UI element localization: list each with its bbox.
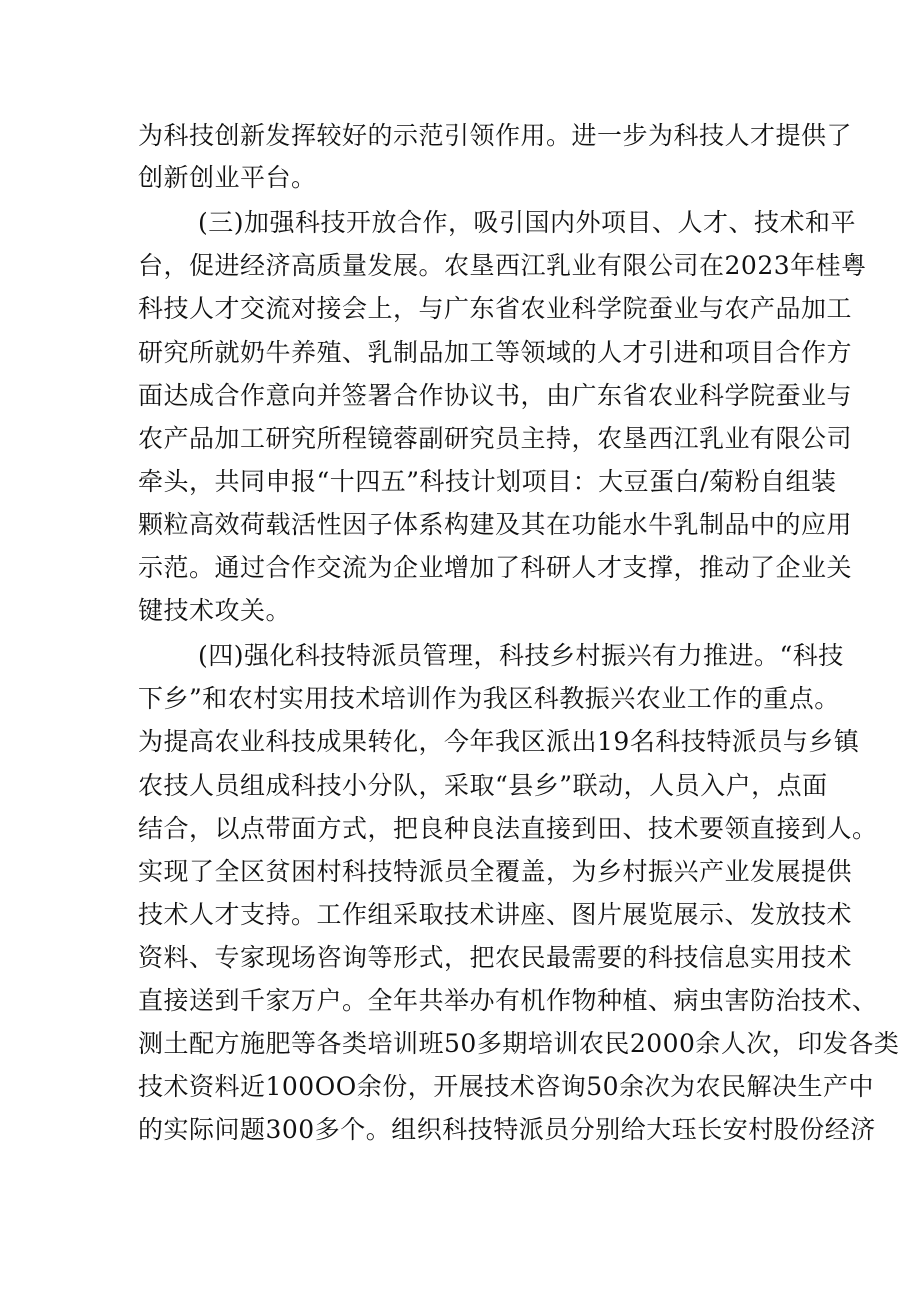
text-line: 的实际问题300多个。组织科技特派员分别给大珏长安村股份经济 <box>138 1115 876 1144</box>
text-line: 创新创业平台。 <box>138 163 317 192</box>
text-line: 测土配方施肥等各类培训班50多期培训农民2000余人次，印发各类 <box>138 1029 900 1058</box>
text-line: 下乡”和农村实用技术培训作为我区科教振兴农业工作的重点。 <box>138 684 840 713</box>
text-line: 农技人员组成科技小分队，采取“县乡”联动，人员入户，点面 <box>138 771 828 800</box>
text-line: 为科技创新发挥较好的示范引领作用。进一步为科技人才提供了 <box>138 121 853 150</box>
text-line: 颗粒高效荷载活性因子体系构建及其在功能水牛乳制品中的应用 <box>138 510 853 539</box>
text-line: 实现了全区贫困村科技特派员全覆盖，为乡村振兴产业发展提供 <box>138 857 853 886</box>
section-heading-line: (三)加强科技开放合作，吸引国内外项目、人才、技术和平 <box>198 208 857 237</box>
text-line: 键技术攻关。 <box>138 596 292 625</box>
text-line: 科技人才交流对接会上，与广东省农业科学院蚕业与农产品加工 <box>138 294 853 323</box>
text-line: 面达成合作意向并签署合作协议书，由广东省农业科学院蚕业与 <box>138 381 853 410</box>
text-line: 为提高农业科技成果转化，今年我区派出19名科技特派员与乡镇 <box>138 727 860 756</box>
text-line: 农产品加工研究所程镜蓉副研究员主持，农垦西江乳业有限公司 <box>138 424 853 453</box>
section-heading-line: (四)强化科技特派员管理，科技乡村振兴有力推进。“科技 <box>198 641 844 670</box>
text-line: 牵头，共同申报“十四五”科技计划项目：大豆蛋白/菊粉自组装 <box>138 467 837 496</box>
text-line: 结合，以点带面方式，把良种良法直接到田、技术要领直接到人。 <box>138 814 878 843</box>
text-line: 研究所就奶牛养殖、乳制品加工等领域的人才引进和项目合作方 <box>138 338 853 367</box>
text-line: 直接送到千家万户。全年共举办有机作物种植、病虫害防治技术、 <box>138 986 878 1015</box>
text-line: 技术人才支持。工作组采取技术讲座、图片展览展示、发放技术 <box>138 900 853 929</box>
text-line: 技术资料近100OO余份，开展技术咨询50余次为农民解决生产中 <box>138 1072 875 1101</box>
text-line: 台，促进经济高质量发展。农垦西江乳业有限公司在2023年桂粤 <box>138 251 867 280</box>
text-line: 资料、专家现场咨询等形式，把农民最需要的科技信息实用技术 <box>138 943 853 972</box>
text-line: 示范。通过合作交流为企业增加了科研人才支撑，推动了企业关 <box>138 553 853 582</box>
